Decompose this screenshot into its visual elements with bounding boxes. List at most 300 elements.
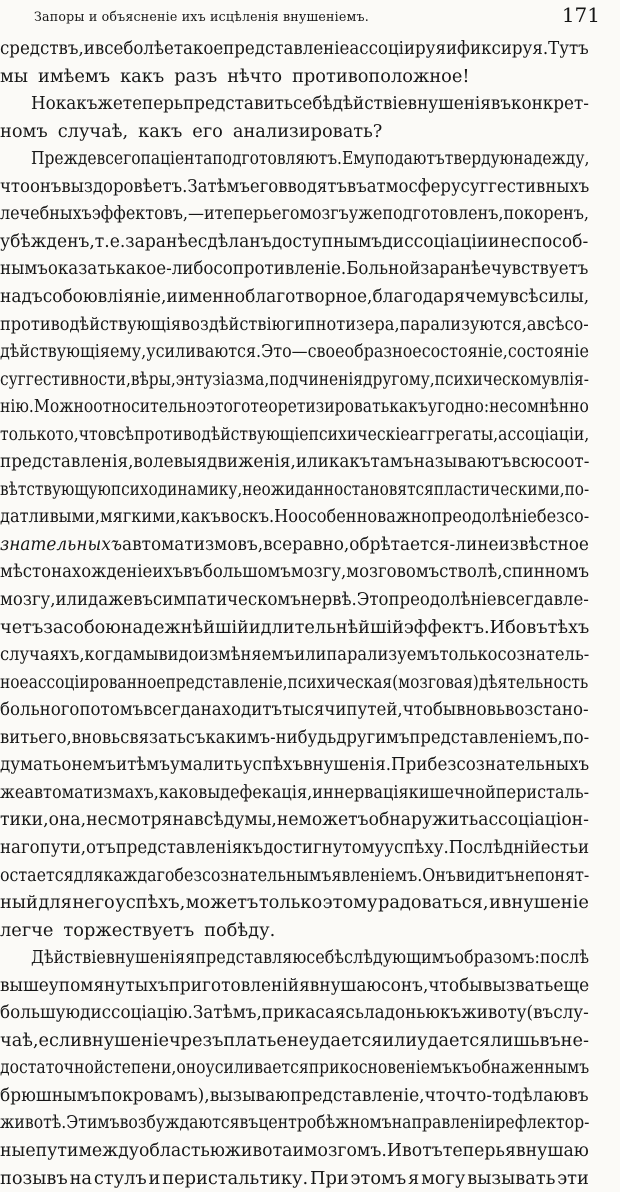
word: относительно <box>93 396 207 418</box>
word: ассоціаціи, <box>498 423 590 445</box>
text-line <box>0 35 589 62</box>
word: суггестивности, <box>0 368 131 390</box>
word: подготовляютъ. <box>212 148 342 170</box>
word: чтобы <box>402 699 457 721</box>
word: собою <box>42 285 98 307</box>
word: паціента <box>140 148 213 170</box>
text-line <box>0 917 285 944</box>
text-line <box>0 614 590 641</box>
word: Послѣдній <box>448 836 541 858</box>
word: представленіемъ, <box>409 726 563 748</box>
word: болѣе <box>123 38 174 59</box>
word: теперь <box>122 93 184 115</box>
word: успѣхъ, <box>115 892 186 914</box>
word: радоваться, <box>377 892 489 914</box>
word: другому, <box>362 368 435 390</box>
word: немъ <box>71 754 116 776</box>
word: Прежде <box>31 148 97 170</box>
text-line <box>0 200 589 227</box>
word: состояніе <box>507 341 589 363</box>
word: удается <box>417 1029 491 1051</box>
word: явленіемъ. <box>331 864 423 886</box>
word: чему <box>464 285 510 307</box>
word: себѣ <box>306 947 345 969</box>
word: потомъ <box>79 699 144 721</box>
word: безсознательныхъ <box>427 754 590 776</box>
word: мозгомъ. <box>304 1140 387 1161</box>
word: силы, <box>538 285 590 307</box>
word: ный <box>0 892 38 914</box>
word: или <box>55 589 89 610</box>
text-line <box>0 889 589 916</box>
word: эффектовъ,—и <box>91 203 215 225</box>
word: вле- <box>553 589 589 610</box>
word: какъ <box>55 93 98 115</box>
word: вызывать <box>467 1167 556 1189</box>
word: въ <box>539 1029 561 1051</box>
word: могу <box>421 1167 466 1189</box>
word: или <box>294 644 327 666</box>
word: внушенія. <box>303 754 392 776</box>
word: только <box>439 644 498 666</box>
word: когда <box>84 644 133 666</box>
word: обрѣтается-ли <box>349 533 478 555</box>
word: животу <box>461 1002 527 1024</box>
word: покоренъ, <box>503 203 589 225</box>
word: какъ <box>138 120 183 142</box>
word: анализировать? <box>232 120 383 142</box>
word: теперь <box>442 1140 505 1161</box>
word: а <box>526 313 537 335</box>
word: При <box>309 1167 349 1189</box>
word: надежнѣйшій <box>120 616 249 638</box>
word: мозгу, <box>290 561 347 583</box>
word: спинномъ <box>502 561 589 583</box>
text-line <box>0 724 590 751</box>
word: лечебныхъ <box>0 203 92 225</box>
word: какъ <box>328 451 371 473</box>
word: суггестивныхъ <box>460 175 590 197</box>
word: всѣ <box>194 809 224 831</box>
word: степени, <box>104 1057 177 1079</box>
text-line <box>0 531 589 558</box>
word: каковы <box>158 781 221 803</box>
word: преодолѣніе <box>388 589 497 610</box>
word: вводятъ <box>278 175 347 197</box>
word: же <box>0 781 25 803</box>
word: аггрегаты, <box>409 423 499 445</box>
word: же <box>97 93 123 115</box>
word: непонят- <box>514 864 590 886</box>
word: перисталь- <box>495 781 590 803</box>
text-line <box>0 1109 590 1136</box>
word: такое <box>173 38 224 59</box>
word: то, <box>55 423 79 445</box>
word: сознатель- <box>497 644 590 666</box>
word: мозгу, <box>0 589 56 610</box>
word: не <box>276 809 299 831</box>
word: вліяніе, <box>97 285 167 307</box>
word: находитъ <box>200 699 283 721</box>
word: автоматизмахъ, <box>24 781 159 803</box>
word: наго <box>0 836 40 858</box>
word: его <box>249 175 279 197</box>
word: Это <box>356 589 389 610</box>
text-line <box>0 255 589 282</box>
text-line <box>0 751 590 778</box>
word: побѣду. <box>204 919 276 941</box>
word: диссоціацію. <box>80 1002 193 1024</box>
word: называютъ <box>413 451 512 473</box>
word: этомъ <box>350 1167 407 1189</box>
word: если <box>38 1029 82 1051</box>
word: сонъ, <box>381 974 429 996</box>
word: парализуются, <box>399 313 527 335</box>
text-line <box>0 338 589 365</box>
word: животѣ. <box>0 1112 67 1134</box>
word: и <box>489 892 501 914</box>
word: въ <box>183 561 203 583</box>
word: конкрет- <box>511 93 589 115</box>
word: возстано- <box>505 699 589 721</box>
text-line <box>0 63 480 90</box>
word: надъ <box>0 285 43 307</box>
word: равно, <box>292 533 350 555</box>
word: пластическими, <box>433 478 565 500</box>
word: ладонью <box>363 1002 441 1024</box>
word: достаточной <box>0 1057 105 1079</box>
word: парализуемъ <box>326 644 440 666</box>
word: слѣдующимъ <box>344 947 455 969</box>
text-line <box>0 228 589 255</box>
word: большомъ <box>202 561 291 583</box>
word: больного <box>0 699 80 721</box>
word: что <box>78 423 108 445</box>
page-number: 171 <box>561 3 600 27</box>
word: обнаженнымъ <box>471 1057 590 1079</box>
word: эти <box>557 1167 589 1189</box>
word: усиливаются. <box>146 341 262 363</box>
word: онъ <box>29 175 62 197</box>
word: я <box>504 1140 516 1161</box>
word: она, <box>48 809 87 831</box>
word: живота <box>224 1140 293 1161</box>
word: подготовленъ, <box>382 203 504 225</box>
word: перистальтику. <box>162 1167 309 1189</box>
word: по- <box>564 478 590 500</box>
word: ассоціируя <box>349 38 446 59</box>
word: знательныхъ <box>0 533 123 555</box>
word: всѣ <box>509 285 539 307</box>
word: и <box>578 836 590 858</box>
word: и <box>488 230 500 252</box>
text-line <box>0 999 589 1026</box>
word: чувствуетъ <box>490 258 589 280</box>
word: него <box>72 892 115 914</box>
word: неожиданно <box>242 478 344 500</box>
word: какимъ-нибудь <box>205 726 337 748</box>
word: образомъ: <box>454 947 540 969</box>
text-line <box>0 806 589 833</box>
word: рефлектор- <box>495 1112 590 1134</box>
word: Онъ <box>422 864 456 886</box>
word: ные <box>0 1140 36 1161</box>
word: стулъ <box>93 1167 147 1189</box>
word: внушенія <box>105 947 186 969</box>
word: достигнутому <box>263 836 385 858</box>
text-line <box>0 283 590 310</box>
word: тысячи <box>282 699 347 721</box>
word: вновь <box>456 699 506 721</box>
word: и <box>248 616 261 638</box>
text-line <box>0 834 590 861</box>
word: вызываю <box>209 1084 291 1106</box>
word: успѣхъ <box>242 754 304 776</box>
word: энтузіазма, <box>175 368 270 390</box>
word: думы, <box>223 809 277 831</box>
word: путей, <box>346 699 403 721</box>
word: дефекація, <box>220 781 313 803</box>
text-line <box>0 1165 589 1192</box>
text-line <box>0 586 589 613</box>
word: тамъ <box>370 451 414 473</box>
word: представить <box>183 93 294 115</box>
word: и <box>148 1167 161 1189</box>
word: между <box>78 1140 139 1161</box>
word: несмотря <box>86 809 173 831</box>
word: нѣчто <box>227 65 283 87</box>
word: внушаю <box>309 974 382 996</box>
word: всегда <box>496 589 554 610</box>
word: со- <box>564 313 589 335</box>
word: дѣлаю <box>511 1084 569 1106</box>
word: мягкими, <box>100 506 181 528</box>
word: обнаружить <box>368 809 479 831</box>
text-line <box>0 558 589 585</box>
word: всего <box>96 148 141 170</box>
word: безсо- <box>536 506 590 528</box>
word: за <box>43 616 64 638</box>
word: другимъ <box>336 726 410 748</box>
word: неизвѣстное <box>477 533 589 555</box>
word: имѣемъ <box>37 65 111 87</box>
word: представленія <box>115 836 243 858</box>
word: своеобразное <box>307 341 422 363</box>
word: состояніе, <box>421 341 508 363</box>
word: послѣ <box>539 947 590 969</box>
word: какъ <box>389 396 428 418</box>
word: разъ <box>174 65 218 87</box>
word: Больной <box>346 258 421 280</box>
word: на <box>172 809 195 831</box>
word: внушенія <box>407 93 491 115</box>
word: Это <box>261 341 292 363</box>
word: не <box>286 1029 310 1051</box>
text-line <box>0 641 590 668</box>
word: какъ <box>120 65 165 87</box>
word: — <box>291 341 308 363</box>
word: платье <box>223 1029 287 1051</box>
word: брюшнымъ <box>0 1084 101 1106</box>
word: есть <box>540 836 579 858</box>
word: пути, <box>39 836 86 858</box>
word: симпатическомъ <box>152 589 301 610</box>
word: какъ <box>180 506 221 528</box>
word: заранѣе <box>420 258 491 280</box>
word: представленіе, <box>165 671 288 693</box>
word: этому <box>322 892 378 914</box>
word: И <box>386 1140 403 1161</box>
word: уже <box>348 203 383 225</box>
word: покровамъ), <box>100 1084 210 1106</box>
word: мѣстонахожденіе <box>0 561 153 583</box>
word: нымъ <box>0 258 48 280</box>
word: или <box>295 451 329 473</box>
word: четъ <box>0 616 44 638</box>
word: каждаго <box>103 864 175 886</box>
word: волевыя <box>133 451 207 473</box>
text-line <box>0 173 590 200</box>
text-line <box>0 1054 590 1081</box>
word: направленіи <box>391 1112 496 1134</box>
word: только <box>258 892 323 914</box>
word: нію. <box>0 396 34 418</box>
word: нервѣ. <box>300 589 357 610</box>
word: чаѣ, <box>0 1029 39 1051</box>
word: длительнѣйшій <box>260 616 404 638</box>
word: т. <box>94 230 110 252</box>
word: мы <box>0 65 28 87</box>
word: слу- <box>553 1002 589 1024</box>
word: важно <box>377 506 432 528</box>
word: тѣмъ <box>127 754 170 776</box>
word: представленіе <box>223 38 350 59</box>
word: вновь <box>71 726 121 748</box>
word: въ <box>133 589 153 610</box>
word: дѣятельность <box>478 671 589 693</box>
word: психическому <box>434 368 551 390</box>
word: для <box>38 892 72 914</box>
text-line <box>0 1137 589 1164</box>
text-line <box>0 862 590 889</box>
word: тѣхъ <box>547 616 590 638</box>
word: ассоціированное <box>28 671 166 693</box>
word: вить <box>0 726 39 748</box>
word: чрезъ <box>168 1029 224 1051</box>
word: мозговомъ <box>346 561 440 583</box>
word: вотъ <box>402 1140 443 1161</box>
word: Затѣмъ <box>187 175 250 197</box>
word: и <box>292 1140 305 1161</box>
word: что <box>424 1084 456 1106</box>
word: все <box>94 38 124 59</box>
word: дѣйствіе <box>332 93 408 115</box>
word: внушеніе <box>81 1029 169 1051</box>
word: средствъ, <box>0 38 84 59</box>
word: думать <box>0 754 62 776</box>
word: собою <box>63 616 121 638</box>
word: представляю <box>195 947 307 969</box>
text-line <box>0 1082 589 1109</box>
running-head: Запоры и объясненіе ихъ исцѣленія внушеніемъ. <box>34 9 369 24</box>
word: сдѣланъ <box>197 230 272 252</box>
word: я <box>299 974 310 996</box>
word: противодѣйствующіе <box>134 423 309 445</box>
word: умалить <box>169 754 243 776</box>
word: къ <box>440 1002 462 1024</box>
word: не- <box>560 1029 589 1051</box>
word: видитъ <box>455 864 515 886</box>
word: Дѣйствіе <box>31 947 106 969</box>
word: мы <box>132 644 159 666</box>
word: пути <box>35 1140 79 1161</box>
word: становятся <box>343 478 434 500</box>
text-line <box>0 421 590 448</box>
word: возбуждаются <box>119 1112 240 1134</box>
word: Затѣмъ, <box>192 1002 262 1024</box>
word: случаяхъ, <box>0 644 85 666</box>
word: по- <box>562 726 590 748</box>
word: е. <box>109 230 126 252</box>
word: лишь <box>490 1029 540 1051</box>
word: эффектъ. <box>403 616 490 638</box>
word: внушаю <box>515 1140 589 1161</box>
word: позывъ <box>0 1167 68 1189</box>
word: (мозговая) <box>392 671 479 693</box>
word: всѣ <box>107 423 135 445</box>
word: выздоровѣетъ. <box>61 175 188 197</box>
word: дѣйствующія <box>0 341 110 363</box>
text-line <box>0 118 392 145</box>
word: ихъ <box>152 561 184 583</box>
word: Тутъ <box>548 38 589 59</box>
word: номъ <box>0 120 48 142</box>
word: вѣры, <box>130 368 176 390</box>
text-line <box>0 311 589 338</box>
word: ассоціаціон- <box>478 809 589 831</box>
word: диссоціаціи <box>382 230 489 252</box>
word: противодѣйствующія <box>0 313 182 335</box>
word: влія- <box>550 368 589 390</box>
word: Ибо <box>489 616 527 638</box>
word: При <box>391 754 428 776</box>
text-line <box>31 944 590 971</box>
word: даже <box>88 589 134 610</box>
word: себѣ <box>293 93 333 115</box>
word: неспособ- <box>499 230 589 252</box>
word: все <box>263 533 293 555</box>
word: что <box>0 175 30 197</box>
word: подаютъ <box>374 148 445 170</box>
word: можетъ <box>185 892 259 914</box>
word: и <box>83 38 95 59</box>
word: въ <box>526 616 548 638</box>
word: оказать <box>47 258 116 280</box>
word: стволѣ, <box>439 561 503 583</box>
word: кишечной <box>408 781 496 803</box>
word: съ <box>185 726 206 748</box>
word: благодаря <box>372 285 465 307</box>
word: заранѣе <box>125 230 198 252</box>
word: центробѣжномъ <box>258 1112 392 1134</box>
word: Но <box>274 506 298 528</box>
word: усиливается <box>205 1057 309 1079</box>
word: противоположное! <box>292 65 470 87</box>
word: связать <box>120 726 186 748</box>
word: (въ <box>526 1002 554 1024</box>
word: ему, <box>109 341 147 363</box>
word: въ <box>346 175 367 197</box>
